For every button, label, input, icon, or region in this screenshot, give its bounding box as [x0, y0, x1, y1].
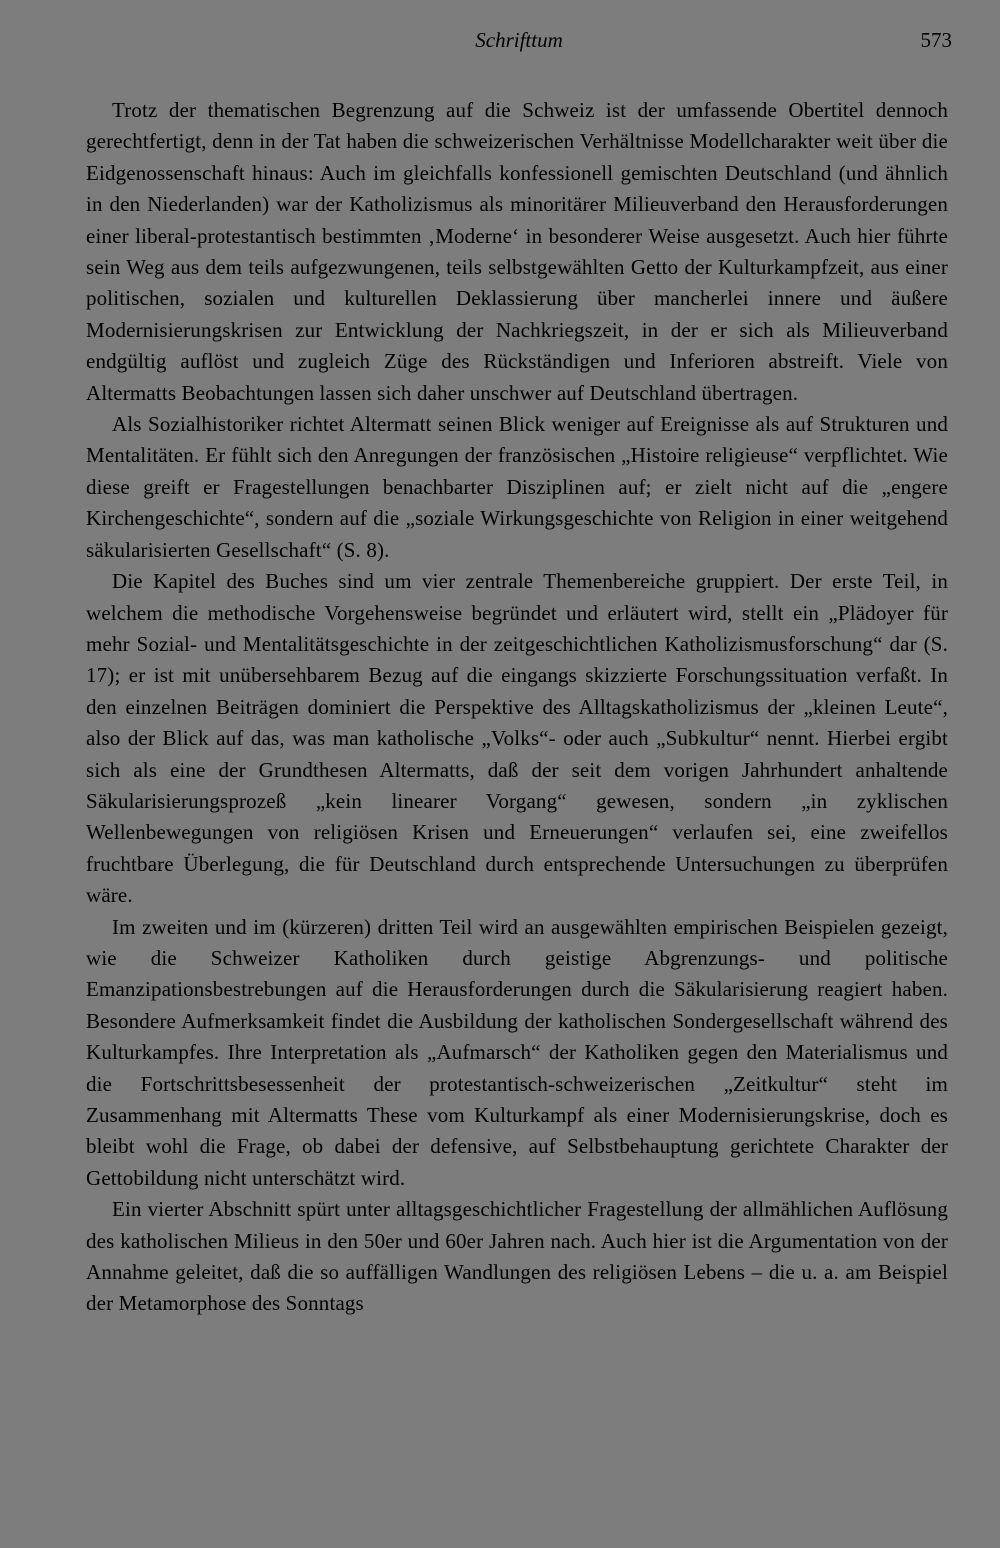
paragraph: Im zweiten und im (kürzeren) dritten Teil wird an ausgewählten empirischen Beispielen gezeigt, wie die Schweizer Katholiken durch geistige Abgrenzungs- und politische Emanzipationsbestrebungen auf die Herausforderungen durch die Säkularisierung reagiert haben. Besondere Aufmerksamkeit findet die Ausbildung der katholischen Sondergesellschaft während des Kulturkampfes. Ihre Interpretation als „Aufmarsch“ der Katholiken gegen den Materialismus und die Fortschrittsbesessenheit der protestantisch-schweizerischen „Zeitkultur“ steht im Zusammenhang mit Altermatts These vom Kulturkampf als einer Modernisierungskrise, doch es bleibt wohl die Frage, ob dabei der defensive, auf Selbstbehauptung gerichtete Charakter der Gettobildung nicht unterschätzt wird.: [86, 914, 948, 1190]
paragraph: Die Kapitel des Buches sind um vier zentrale Themenbereiche gruppiert. Der erste Teil, in welchem die methodische Vorgehensweise begründet und erläutert wird, stellt ein „Plädoyer für mehr Sozial- und Mentalitätsgeschichte in der zeitgeschichtlichen Katholizismusforschung“ dar (S. 17); er ist mit unübersehbarem Bezug auf die eingangs skizzierte Forschungssituation verfaßt. In den einzelnen Beiträgen dominiert die Perspektive des Alltagskatholizismus der „kleinen Leute“, also der Blick auf das, was man katholische „Volks“- oder auch „Subkultur“ nennt. Hierbei ergibt sich als eine der Grundthesen Altermatts, daß der seit dem vorigen Jahrhundert anhaltende Säkularisierungsprozeß „kein linearer Vorgang“ gewesen, sondern „in zyklischen Wellenbewegungen von religiösen Krisen und Erneuerungen“ verlaufen sei, eine zweifellos fruchtbare Überlegung, die für Deutschland durch entsprechende Untersuchungen zu überprüfen wäre.: [86, 569, 948, 908]
page-number: 573: [920, 28, 952, 52]
running-title: Schrifttum: [475, 28, 563, 52]
running-head: [86, 28, 952, 60]
paragraph: Als Sozialhistoriker richtet Altermatt seinen Blick weniger auf Ereignisse als auf Strukturen und Mentalitäten. Er fühlt sich den Anregungen der französischen „Histoire religieuse“ verpflichtet. Wie diese greift er Fragestellungen benachbarter Disziplinen auf; er zielt nicht auf die „engere Kirchengeschichte“, sondern auf die „soziale Wirkungsgeschichte von Religion in einer weitgehend säkularisierten Gesellschaft“ (S. 8).: [86, 412, 948, 562]
paragraph: Ein vierter Abschnitt spürt unter alltagsgeschichtlicher Fragestellung der allmählichen Auflösung des katholischen Milieus in den 50er und 60er Jahren nach. Auch hier ist die Argumentation von der Annahme geleitet, daß die so auffälligen Wandlungen des religiösen Lebens – die u. a. am Beispiel der Metamorphose des Sonntags: [86, 1197, 948, 1316]
paragraph: Trotz der thematischen Begrenzung auf die Schweiz ist der umfassende Obertitel dennoch gerechtfertigt, denn in der Tat haben die schweizerischen Verhältnisse Modellcharakter weit über die Eidgenossenschaft hinaus: Auch im gleichfalls konfessionell gemischten Deutschland (und ähnlich in den Niederlanden) war der Katholizismus als minoritärer Milieuverband den Herausforderungen einer liberal-protestantisch bestimmten ‚Moderne‘ in besonderer Weise ausgesetzt. Auch hier führte sein Weg aus dem teils aufgezwungenen, teils selbstgewählten Getto der Kulturkampfzeit, aus einer politischen, sozialen und kulturellen Deklassierung über mancherlei innere und äußere Modernisierungskrisen zur Entwicklung der Nachkriegszeit, in der er sich als Milieuverband endgültig auflöst und zugleich Züge des Rückständigen und Inferioren abstreift. Viele von Altermatts Beobachtungen lassen sich daher unschwer auf Deutschland übertragen.: [86, 98, 948, 405]
body-text: [86, 95, 948, 1320]
